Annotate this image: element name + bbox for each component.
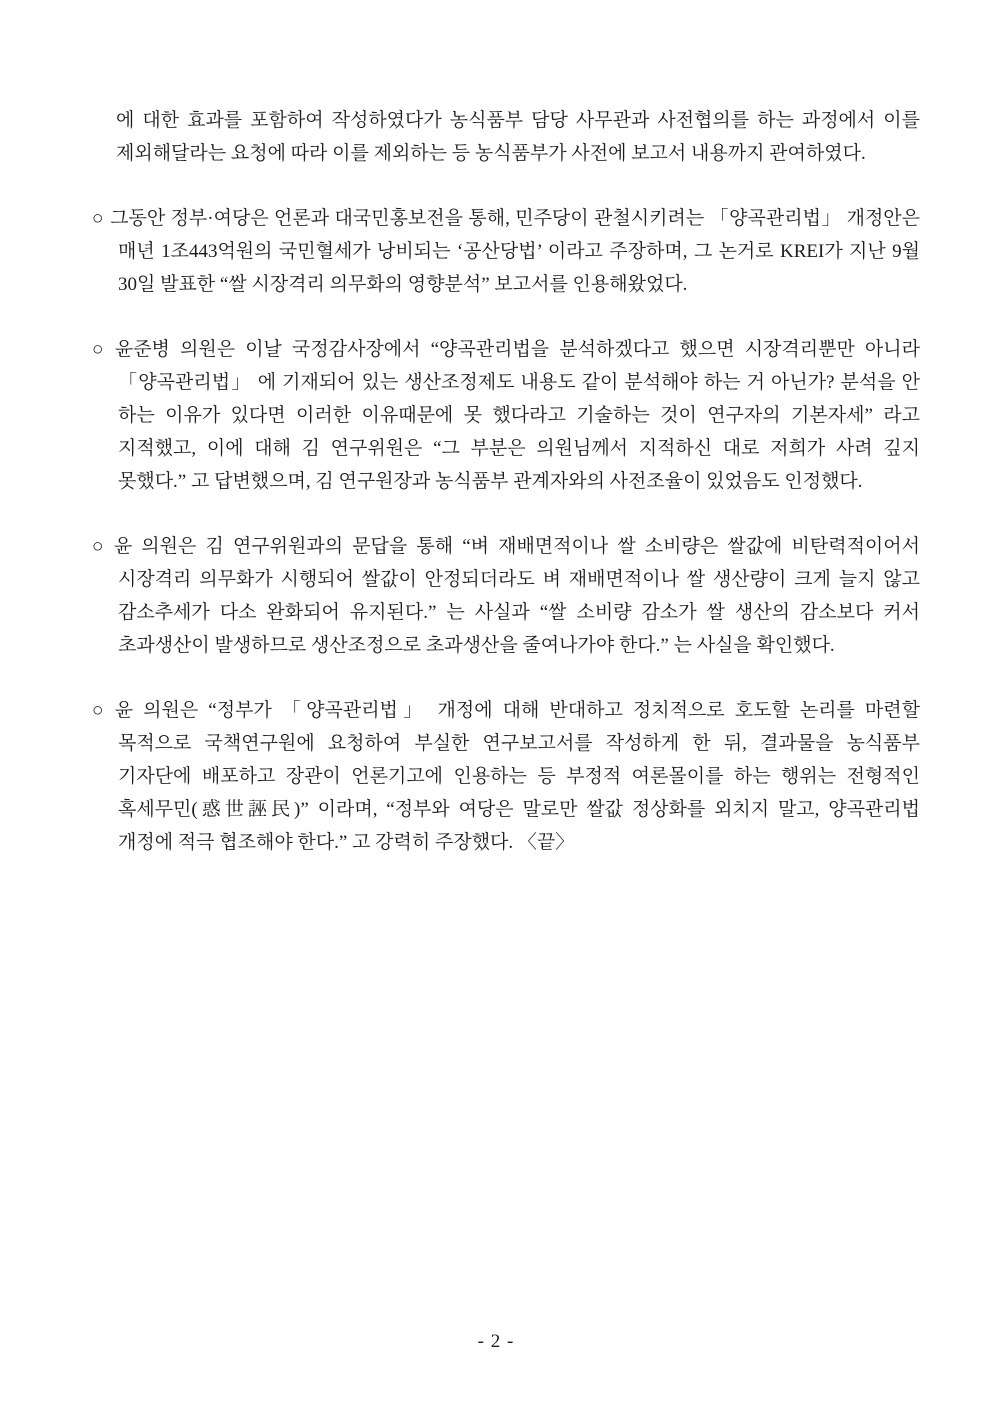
paragraph: [92, 694, 920, 859]
paragraph: [92, 530, 920, 662]
paragraph: [92, 202, 920, 301]
paragraph: [92, 333, 920, 498]
paragraph-text: 윤 의원은 김 연구위원과의 문답을 통해 “벼 재배면적이나 쌀 소비량은 쌀값에 비탄력적이어서 시장격리 의무화가 시행되어 쌀값이 안정되더라도 벼 재배면적이나 쌀 생산량이 크게 늘지 않고 감소추세가 다소 완화되어 유지된다.” 는 사실과 “쌀 소비량 감소가 쌀 생산의 감소보다 커서 초과생산이 발생하므로 생산조정으로 초과생산을 줄여나가야 한다.” 는 사실을 확인했다.: [113, 536, 920, 656]
bullet-marker: ○: [92, 208, 105, 229]
paragraph-text: 에 대한 효과를 포함하여 작성하였다가 농식품부 담당 사무관과 사전협의를 하는 과정에서 이를 제외해달라는 요청에 따라 이를 제외하는 등 농식품부가 사전에 보고서 내용까지 관여하였다.: [116, 110, 920, 164]
bullet-marker: ○: [92, 536, 108, 557]
bullet-marker: ○: [92, 700, 109, 721]
bullet-marker: ○: [92, 339, 109, 360]
paragraph-text: 그동안 정부·여당은 언론과 대국민홍보전을 통해, 민주당이 관철시키려는 「양곡관리법」 개정안은 매년 1조443억원의 국민혈세가 낭비되는 ‘공산당법’ 이라고 주장하며, 그 논거로 KREI가 지난 9월 30일 발표한 “쌀 시장격리 의무화의 영향분석” 보고서를 인용해왔었다.: [110, 208, 920, 295]
page-number: - 2 -: [477, 1331, 515, 1352]
paragraph: [92, 104, 920, 170]
paragraph-text: 윤 의원은 “정부가 「양곡관리법」 개정에 대해 반대하고 정치적으로 호도할 논리를 마련할 목적으로 국책연구원에 요청하여 부실한 연구보고서를 작성하게 한 뒤, 결과물을 농식품부 기자단에 배포하고 장관이 언론기고에 인용하는 등 부정적 여론몰이를 하는 행위는 전형적인 혹세무민(惑世誣民)” 이라며, “정부와 여당은 말로만 쌀값 정상화를 외치지 말고, 양곡관리법 개정에 적극 협조해야 한다.” 고 강력히 주장했다. 〈끝〉: [114, 700, 920, 853]
paragraph-text: 윤준병 의원은 이날 국정감사장에서 “양곡관리법을 분석하겠다고 했으면 시장격리뿐만 아니라 「양곡관리법」 에 기재되어 있는 생산조정제도 내용도 같이 분석해야 하는 거 아닌가? 분석을 안 하는 이유가 있다면 이러한 이유때문에 못 했다라고 기술하는 것이 연구자의 기본자세” 라고 지적했고, 이에 대해 김 연구위원은 “그 부분은 의원님께서 지적하신 대로 저희가 사려 깊지 못했다.” 고 답변했으며, 김 연구원장과 농식품부 관계자와의 사전조율이 있었음도 인정했다.: [114, 339, 920, 492]
